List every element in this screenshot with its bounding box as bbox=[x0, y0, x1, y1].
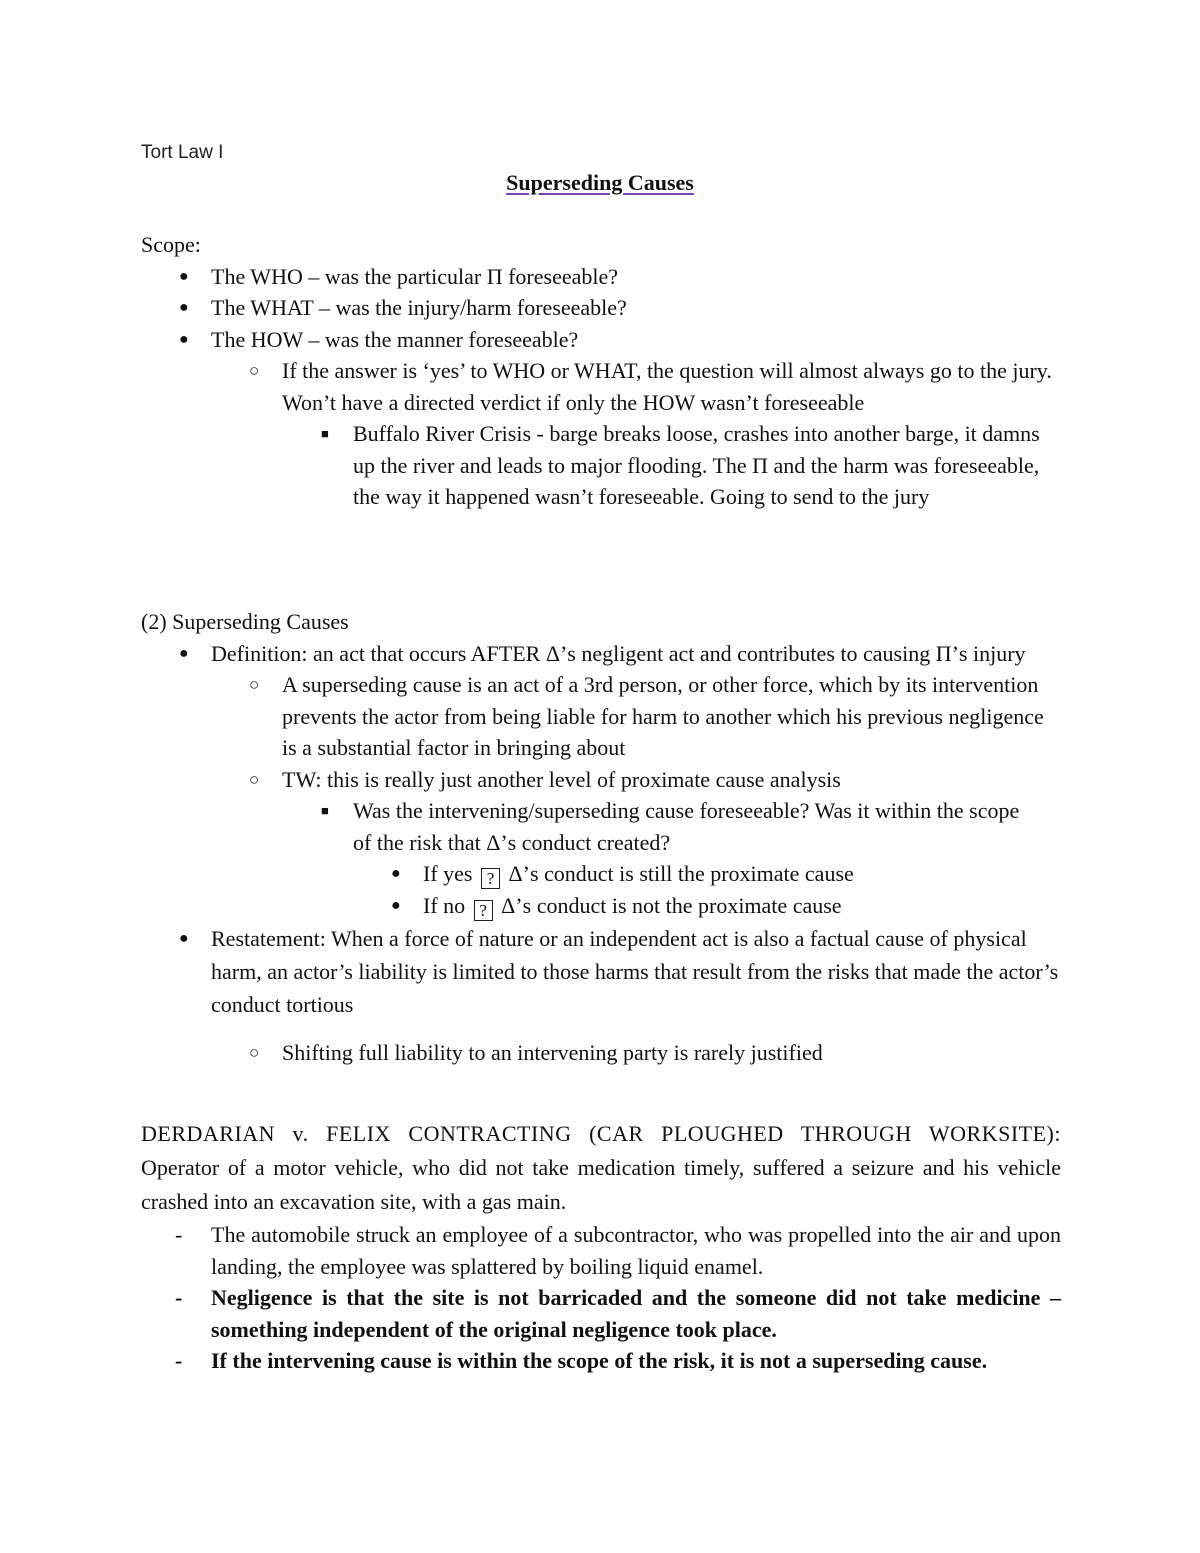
bullet-dot-icon: ● bbox=[391, 896, 401, 914]
case-point-text: If the intervening cause is within the scope of the risk, it is not a superseding cause. bbox=[211, 1348, 988, 1373]
superseding-section bbox=[141, 606, 1061, 1069]
scope-subsub-item bbox=[141, 418, 1061, 513]
scope-item-who bbox=[141, 261, 1061, 293]
case-name: DERDARIAN v. FELIX CONTRACTING (CAR PLOUGHED THROUGH WORKSITE): bbox=[141, 1121, 1061, 1146]
definition-sub-2-text: TW: this is really just another level of proximate cause analysis bbox=[282, 766, 841, 792]
scope-item-text: The WHO – was the particular Π foreseeable? bbox=[211, 263, 619, 289]
case-facts: Operator of a motor vehicle, who did not take medication timely, suffered a seizure and his vehicle crashed into an excavation site, with a gas main. bbox=[141, 1155, 1061, 1214]
restatement-text: Restatement: When a force of nature or an independent act is also a factual cause of physical harm, an actor’s liability is limited to those harms that result from the risks that made the actor’s conduct tortious bbox=[211, 926, 1059, 1017]
case-point bbox=[141, 1219, 1061, 1282]
if-no-item bbox=[141, 890, 1061, 922]
bullet-dot-icon: ● bbox=[179, 267, 189, 285]
if-yes-item bbox=[141, 858, 1061, 890]
bullet-dot-icon: ● bbox=[391, 865, 401, 882]
definition-text: Definition: an act that occurs AFTER Δ’s negligent act and contributes to causing Π’s injury bbox=[211, 640, 1026, 666]
restatement-sub bbox=[141, 1037, 1061, 1069]
scope-item-how bbox=[141, 324, 1061, 356]
case-section bbox=[141, 1117, 1061, 1377]
bullet-circle-icon: ○ bbox=[249, 361, 260, 380]
foreseeable-question bbox=[141, 795, 1061, 858]
bullet-dot-icon: ● bbox=[179, 930, 189, 947]
course-header: Tort Law I bbox=[141, 142, 224, 163]
case-summary bbox=[141, 1117, 1061, 1219]
case-point bbox=[141, 1282, 1061, 1345]
scope-item-text: The HOW – was the manner foreseeable? bbox=[211, 326, 579, 352]
scope-sub-item bbox=[141, 355, 1061, 418]
definition-sub-2 bbox=[141, 764, 1061, 796]
bullet-square-icon: ■ bbox=[321, 803, 329, 818]
definition-sub-1-text: A superseding cause is an act of a 3rd person, or other force, which by its intervention prevents the actor from being liable for harm to another which his previous negligence is a substantial factor in bringing about bbox=[282, 672, 1044, 760]
page-title-text: Superseding Causes bbox=[506, 170, 694, 195]
unknown-glyph-icon: ? bbox=[474, 900, 493, 921]
scope-section bbox=[141, 229, 1061, 513]
scope-item-what bbox=[141, 292, 1061, 324]
restatement-sub-text: Shifting full liability to an intervening party is rarely justified bbox=[282, 1040, 823, 1065]
if-no-label: If no bbox=[423, 892, 466, 918]
bullet-dot-icon: ● bbox=[179, 299, 189, 316]
scope-item-text: The WHAT – was the injury/harm foreseeable? bbox=[211, 295, 627, 320]
definition-item bbox=[141, 638, 1061, 670]
bullet-square-icon: ■ bbox=[321, 426, 329, 441]
unknown-glyph-icon: ? bbox=[481, 868, 500, 889]
case-point-text: Negligence is that the site is not barricaded and the someone did not take medicine – something independent of the original negligence took place. bbox=[211, 1285, 1061, 1342]
dash-bullet: - bbox=[175, 1285, 183, 1310]
bullet-dot-icon: ● bbox=[179, 330, 189, 348]
restatement-item bbox=[141, 922, 1061, 1021]
dash-bullet: - bbox=[175, 1222, 183, 1247]
scope-sub-text: If the answer is ‘yes’ to WHO or WHAT, the question will almost always go to the jury. Won’t have a directed verdict if only the HOW wasn’t foreseeable bbox=[282, 358, 1052, 415]
bullet-circle-icon: ○ bbox=[249, 675, 260, 694]
foreseeable-question-text: Was the intervening/superseding cause foreseeable? Was it within the scope of the risk that Δ’s conduct created? bbox=[353, 798, 1020, 855]
if-yes-label: If yes bbox=[423, 861, 473, 886]
bullet-circle-icon: ○ bbox=[249, 769, 260, 789]
case-point-text: The automobile struck an employee of a subcontractor, who was propelled into the air and upon landing, the employee was splattered by boiling liquid enamel. bbox=[211, 1222, 1061, 1279]
if-yes-text: Δ’s conduct is still the proximate cause bbox=[508, 861, 854, 886]
page-title bbox=[0, 168, 1200, 198]
scope-label: Scope: bbox=[141, 232, 201, 257]
bullet-dot-icon: ● bbox=[179, 644, 189, 662]
bullet-circle-icon: ○ bbox=[249, 1043, 260, 1062]
dash-bullet: - bbox=[175, 1348, 183, 1373]
case-point bbox=[141, 1345, 1061, 1377]
if-no-text: Δ’s conduct is not the proximate cause bbox=[501, 892, 842, 918]
definition-sub-1 bbox=[141, 669, 1061, 764]
scope-subsub-text: Buffalo River Crisis - barge breaks loose, crashes into another barge, it damns up the river and leads to major flooding. The Π and the harm was foreseeable, the way it happened wasn’t foreseeable. Going to send to the jury bbox=[353, 421, 1040, 509]
superseding-label: (2) Superseding Causes bbox=[141, 609, 349, 634]
